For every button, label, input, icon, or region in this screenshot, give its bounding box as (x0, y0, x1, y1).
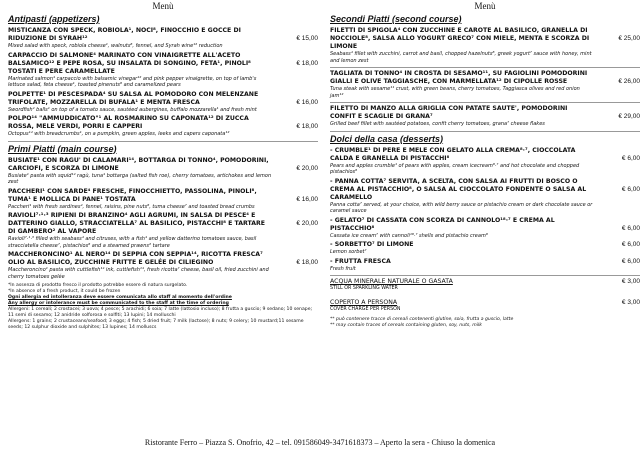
item-price: € 26,00 (618, 78, 640, 85)
item-name: FILETTO DI MANZO ALLA GRIGLIA CON PATATE SAUTE', POMODORINI CONFIT E SCAGLIE DI GRANA⁷ (330, 105, 568, 120)
item-name: POLPETTE¹ DI PESCESPADA⁴ SU SALSA AL POMODORO CON MELENZANE TRIFOLATE, MOZZARELLA DI BUFALA¹ E MENTA FRESCA (8, 90, 259, 106)
note-line: *In assenza di prodotto fresco il prodotto potrebbe essere di natura surgelato. (8, 283, 188, 288)
item-name: - GELATO⁷ DI CASSATA CON SCORZA DI CANNOLO¹⁸·⁷ E CREMA AL PISTACCHIO⁸ (330, 216, 555, 232)
menu-item (8, 212, 318, 249)
item-price: € 6,00 (621, 257, 640, 265)
menu-item (8, 52, 318, 89)
item-price: € 15,00 (296, 35, 318, 42)
menu-item (8, 188, 318, 211)
drinks-list (330, 278, 640, 313)
note-line: Any allergy or intolerance must be communicated to the staff at the time of ordering (8, 301, 229, 306)
menu-item (8, 27, 318, 50)
item-desc: Fresh fruit (330, 265, 356, 272)
item-price: € 25,00 (618, 35, 640, 42)
left-column (8, 0, 318, 331)
item-name: BUSIATE¹ CON RAGU' DI CALAMARI¹⁴, BOTTARGA DI TONNO⁴, POMODORINI, CARCIOFI, E SCORZA DI LIMONE (8, 156, 269, 172)
item-desc: Ravioli⁷·¹·³ filled with seabass⁴ and citruses, with a fish⁴ and yellow datterino tomatoes sauce, basil stracciatella cheese⁷, pistachios⁸ and a steamed prawns² tartare (8, 236, 257, 249)
item-price: € 6,00 (621, 154, 640, 162)
trace-notes (330, 317, 640, 329)
item-desc: Octopus¹⁴ with breadcrumbs¹, on a pumpkin, green apples, leeks and capers caponata¹² (8, 131, 230, 137)
antipasti-title: Antipasti (appetizers) (8, 14, 100, 24)
item-desc: Paccheri¹ with fresh sardines⁴, fennel, raisins, pine nuts⁸, tuma cheese⁷ and toasted bread crumbs (8, 203, 255, 210)
item-name: MACCHERONCINO¹ AL NERO¹⁴ DI SEPPIA CON SEPPIA¹⁴, RICOTTA FRESCA⁷ OLIO AL BASILICO, ZUCCHINE FRITTE E GELÉE DI CILIEGINO (8, 251, 263, 266)
item-name: ACQUA MINERALE NATURALE O GASATA (330, 278, 453, 285)
item-price: € 29,00 (618, 113, 640, 120)
dolci-list (330, 147, 640, 273)
item-desc: Panna cotta⁷ served, at your choice, with wild berry sauce or pistachio cream or dark chocolate sauce or caramel sauce (330, 201, 593, 214)
item-price: € 6,00 (621, 185, 640, 193)
menu-item (8, 157, 318, 186)
note-line: Allergens: 1 grains; 2 crustaceans/seafood; 3 eggs; 4 fish; 5 dried fruit; 7 milk (lactose); 8 nuts; 9 celery; 10 mustard;11 sesame seeds; 12 sulphur dioxide and sulphites; 13 lupines; 14 molluscs (8, 319, 304, 330)
item-name: RAVIOLI⁷·¹·³ RIPIENI DI BRANZINO⁴ AGLI AGRUMI, IN SALSA DI PESCE⁴ E DATTERINO GIALLO, STRACCIATELLA⁷ AL BASILICO, PISTACCHI⁸ E TARTARE DI GAMBERO² AL VAPORE (8, 212, 266, 235)
item-price: € 18,00 (296, 123, 318, 130)
item-desc: Maccheroncino¹ pasta with cuttlefish¹⁴ ink, cuttlefish¹⁴, fresh ricotta⁷ cheese, basil oil, fried zucchini and cherry tomatoes gelée (8, 267, 269, 280)
menu-item (330, 241, 640, 256)
item-name: - FRUTTA FRESCA (330, 257, 391, 265)
item-name: POLPO¹⁴ "AMMUDDICATO"¹ AL ROSMARINO SU CAPONATA¹² DI ZUCCA ROSSA, MELE VERDI, PORRI E CAPPERI (8, 115, 249, 130)
item-desc: Mixed salad with speck, robiola cheese¹, walnuts⁸, fennel, and Syrah wine¹² reduction (8, 43, 223, 49)
divider (330, 67, 640, 68)
primi-list (8, 157, 318, 281)
antipasti-list (8, 27, 318, 138)
item-price: € 6,00 (621, 241, 640, 248)
item-name: - CRUMBLE¹ DI PERE E MELE CON GELATO ALLA CREMA⁸·⁷, CIOCCOLATA CALDA E GRANELLA DI PISTACCHI⁸ (330, 146, 576, 162)
item-name: - SORBETTO⁷ DI LIMONE (330, 241, 414, 248)
right-column (330, 0, 640, 329)
restaurant-footer: Ristorante Ferro – Piazza S. Onofrio, 42 – tel. 091586049-3471618373 – Aperto la sera - Chiuso la domenica (144, 438, 496, 447)
item-name: TAGLIATA DI TONNO⁴ IN CROSTA DI SESAMO¹¹, SU FAGIOLINI POMODORINI GIALLI E OLIVE TAGGIASCHE, CON MARMELLATA¹² DI CIPOLLE ROSSE (330, 70, 588, 85)
item-desc: STILL OR SPARKLING WATER (330, 286, 398, 291)
item-price: € 18,00 (296, 259, 318, 266)
menu-item (330, 278, 640, 293)
secondi-list (330, 27, 640, 128)
secondi-title: Secondi Piatti (second course) (330, 14, 462, 24)
menu-item (330, 105, 640, 128)
item-desc: Cassata ice cream⁷ with cannoli¹⁸·⁷ shells and pistachio cream⁸ (330, 232, 488, 239)
primi-title: Primi Piatti (main course) (8, 143, 117, 154)
item-price: € 16,00 (296, 195, 318, 203)
item-price: € 20,00 (296, 220, 318, 227)
menu-item (330, 147, 640, 176)
note-line: Allergeni: 1 cereali; 2 crostacei; 3 uova; 4 pesce; 5 arachidi; 6 soia; 7 latte (lattosio incluso); 8 frutta a guscio; 9 sedano; 10 senape; 11 semi di sesamo; 12 anidride solforosa e solfiti; 13 lupini; 14 molluschi (8, 307, 313, 318)
menu-item (330, 258, 640, 273)
allergen-notes (8, 283, 318, 331)
note-line: ** può contenere tracce di cereali contenenti glutine, soia, frutta a guscio, latte (330, 317, 514, 322)
item-price: € 18,00 (296, 59, 318, 67)
item-desc: Pears and apples crumble¹ of pears with apples, cream icecream⁸·⁷ and hot chocolate and chopped pistachios⁸ (330, 162, 580, 175)
dolci-title: Dolci della casa (desserts) (330, 133, 444, 144)
divider (8, 141, 318, 142)
item-name: PACCHERI¹ CON SARDE⁴ FRESCHE, FINOCCHIETTO, PASSOLINA, PINOLI⁸, TUMA¹ E MOLLICA DI PANE¹ TOSTATA (8, 187, 257, 203)
item-price: € 3,00 (621, 278, 640, 285)
note-line: ** may contain traces of cereals containing gluten, soy, nuts, milk (330, 323, 482, 328)
item-desc: Seabass⁴ fillet with zucchini, carrot and basil, chopped hazelnuts⁸, greek yogurt⁷ sauce with honey, mint and lemon zest (330, 51, 592, 64)
menu-item (330, 217, 640, 240)
menu-title-right: Menù (474, 1, 496, 11)
divider (330, 102, 640, 103)
note-line: Ogni allergia ed intolleranza deve essere comunicata allo staff al momento dell'ordine (8, 295, 232, 300)
menu-item (8, 91, 318, 114)
menu-item (330, 27, 640, 64)
item-desc: Swordfish⁴ balls¹ on top of a tomato sauce, sautéed aubergines, buffalo mozzarella¹ and fresh mint (8, 106, 257, 113)
menu-title-left: Menù (152, 1, 174, 11)
menu-item (8, 115, 318, 138)
item-name: - PANNA COTTA⁷ SERVITA, A SCELTA, CON SALSA AI FRUTTI DI BOSCO O CREMA AL PISTACCHIO⁸, O SALSA AL CIOCCOLATO FONDENTE O SALSA AL CARAMELLO (330, 177, 587, 201)
note-line: *In absence of a fresh product, it could be frozen (8, 289, 121, 294)
item-desc: Marinated salmon⁴ carpaccio with balsamic vinegar¹² and pink pepper vinaigrette, on top of lamb's lettuce salad, feta cheese¹, toasted pinenuts⁸ and caramelized pears (8, 75, 257, 88)
item-desc: Tuna steak with sesame¹¹ crust, with green beans, cherry tomatoes, Taggiasca olives and red onion jam¹² (330, 86, 580, 99)
item-name: FILETTI DI SPIGOLA⁴ CON ZUCCHINE E CAROTE AL BASILICO, GRANELLA DI NOCCIOLE⁸, SALSA ALLO YOGURT GRECO⁷ CON MIELE, MENTA E SCORZA DI LIMONE (330, 27, 590, 50)
item-desc: Grilled beef fillet with sautéed potatoes, confit cherry tomatoes, grana⁷ cheese flakes (330, 121, 545, 127)
item-price: € 16,00 (296, 98, 318, 106)
item-price: € 20,00 (296, 164, 318, 172)
item-price: € 6,00 (621, 224, 640, 232)
divider (330, 131, 640, 132)
menu-item (330, 178, 640, 215)
item-desc: COVER CHARGE PER PERSON (330, 306, 401, 312)
item-price: € 3,00 (621, 298, 640, 306)
item-desc: Busiate¹ pasta with squid¹⁴ ragù, tuna⁴ bottarga (salted fish roe), cherry tomatoes, artichokes and lemon zest (8, 172, 272, 185)
item-name: CARPACCIO DI SALMONE⁴ MARINATO CON VINAIGRETTE ALL'ACETO BALSAMICO¹² E PEPE ROSA, SU INSALATA DI SONGINO, FETA¹, PINOLI⁸ TOSTATI E PERE CARAMELLATE (8, 51, 251, 75)
item-desc: Lemon sorbet⁷ (330, 249, 367, 255)
divider (330, 275, 640, 276)
menu-item (330, 299, 640, 314)
menu-item (8, 251, 318, 280)
item-name: MISTICANZA CON SPECK, ROBIOLA¹, NOCI⁸, FINOCCHIO E GOCCE DI RIDUZIONE DI SYRAH¹² (8, 27, 241, 42)
menu-item (330, 70, 640, 99)
item-name: COPERTO A PERSONA (330, 298, 398, 306)
